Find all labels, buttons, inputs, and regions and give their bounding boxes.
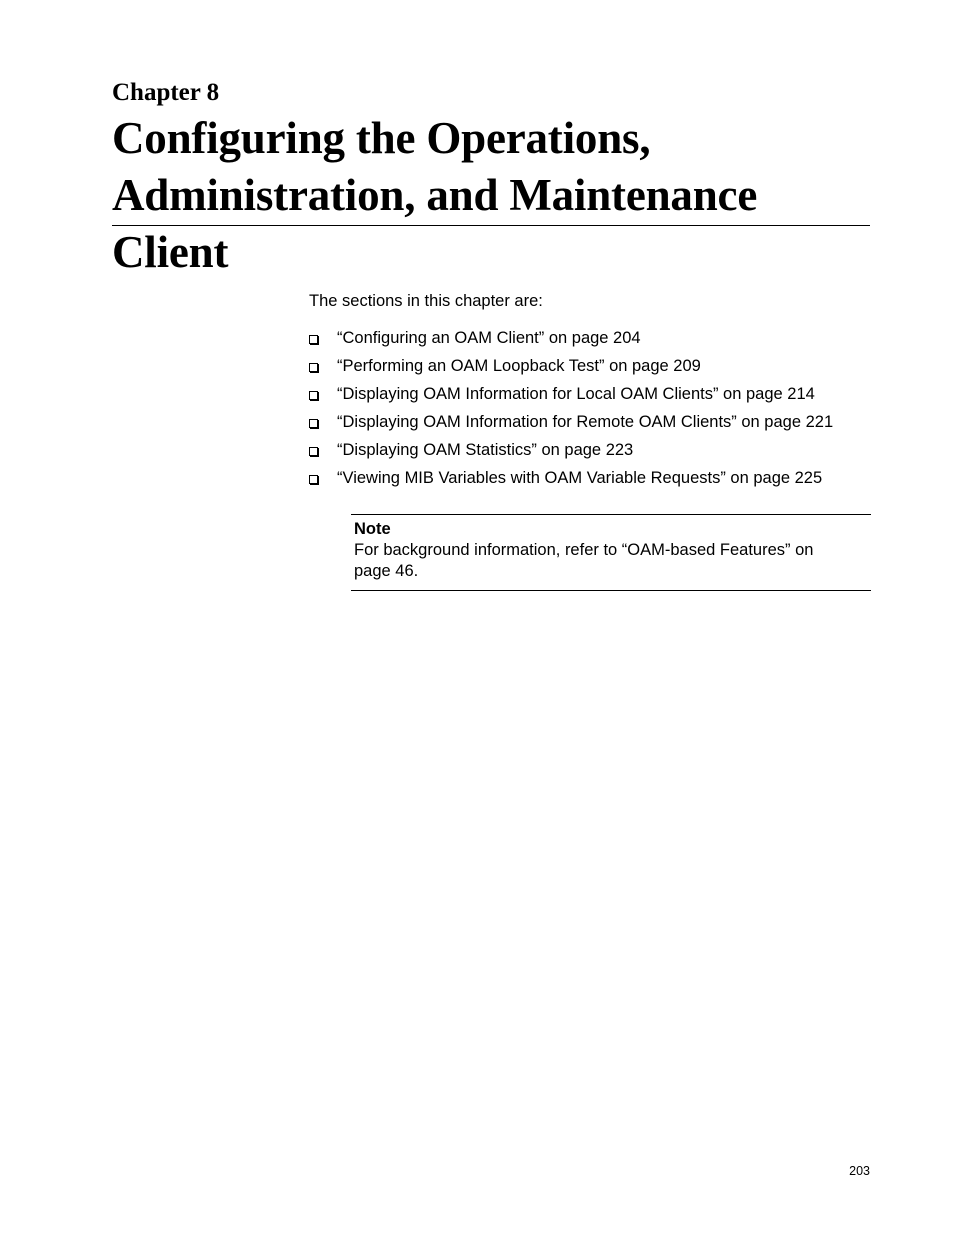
checkbox-square-icon: [309, 475, 318, 484]
checkbox-square-icon: [309, 447, 318, 456]
section-link[interactable]: “Configuring an OAM Client” on page 204: [337, 329, 641, 347]
checkbox-square-icon: [309, 335, 318, 344]
section-list-item[interactable]: [309, 327, 833, 355]
chapter-title: [112, 110, 882, 281]
title-rule: [112, 225, 870, 226]
note-body: For background information, refer to “OAM-based Features” on page 46.: [354, 541, 814, 580]
note-box: [351, 514, 871, 591]
section-list-item[interactable]: [309, 439, 833, 467]
section-list-item[interactable]: [309, 467, 833, 495]
checkbox-square-icon: [309, 419, 318, 428]
section-link[interactable]: “Displaying OAM Information for Local OAM Clients” on page 214: [337, 385, 815, 403]
chapter-title-line-1: Configuring the Operations,: [112, 113, 651, 163]
section-link[interactable]: “Performing an OAM Loopback Test” on page 209: [337, 357, 701, 375]
section-link[interactable]: “Viewing MIB Variables with OAM Variable Requests” on page 225: [337, 469, 823, 487]
section-list: [309, 327, 833, 495]
chapter-title-line-2: Administration, and Maintenance Client: [112, 170, 758, 277]
section-link[interactable]: “Displaying OAM Information for Remote OAM Clients” on page 221: [337, 413, 834, 431]
intro-text: The sections in this chapter are:: [309, 292, 543, 310]
section-link[interactable]: “Displaying OAM Statistics” on page 223: [337, 441, 634, 459]
chapter-label: Chapter 8: [112, 79, 220, 106]
checkbox-square-icon: [309, 391, 318, 400]
section-list-item[interactable]: [309, 383, 833, 411]
section-list-item[interactable]: [309, 411, 833, 439]
section-list-item[interactable]: [309, 355, 833, 383]
checkbox-square-icon: [309, 363, 318, 372]
page-number: 203: [849, 1164, 870, 1178]
note-heading: Note: [354, 520, 391, 538]
